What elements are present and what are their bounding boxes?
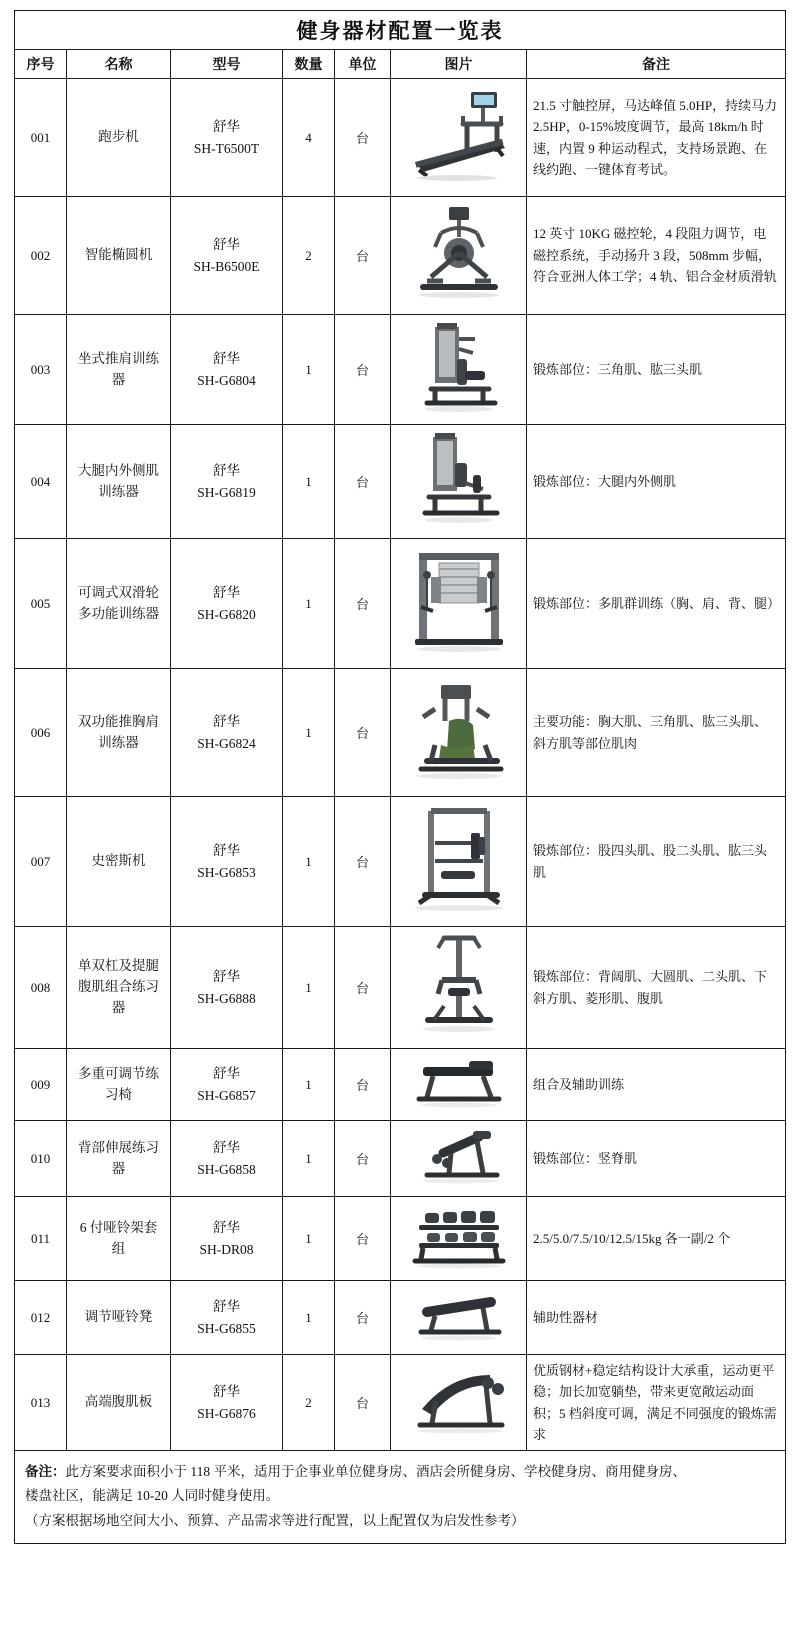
header-note: 备注 — [527, 50, 786, 79]
row-image-cell — [391, 79, 527, 197]
smith-machine-photo — [401, 803, 517, 915]
dumbbell-bench-photo — [403, 1286, 515, 1344]
row-note: 锻炼部位：背阔肌、大圆肌、二头肌、下斜方肌、菱形肌、腹肌 — [527, 927, 786, 1049]
table-row — [15, 1355, 786, 1451]
row-unit: 台 — [335, 1121, 391, 1197]
table-row — [15, 797, 786, 927]
header-unit: 单位 — [335, 50, 391, 79]
table-row — [15, 1121, 786, 1197]
row-image-cell — [391, 1121, 527, 1197]
row-name: 双功能推胸肩训练器 — [67, 669, 171, 797]
row-image-cell — [391, 539, 527, 669]
table-row — [15, 1281, 786, 1355]
row-image-cell — [391, 315, 527, 425]
equipment-table — [14, 10, 786, 1451]
row-model-code: SH-T6500T — [193, 140, 260, 156]
row-note: 2.5/5.0/7.5/10/12.5/15kg 各一副/2 个 — [527, 1197, 786, 1281]
row-unit: 台 — [335, 315, 391, 425]
row-name: 背部伸展练习器 — [67, 1121, 171, 1197]
row-no: 012 — [15, 1281, 67, 1355]
row-note: 主要功能：胸大肌、三角肌、肱三头肌、斜方肌等部位肌肉 — [527, 669, 786, 797]
row-brand: 舒华 — [213, 968, 240, 984]
cable-crossover-photo — [401, 545, 517, 657]
row-qty: 1 — [283, 539, 335, 669]
row-no: 008 — [15, 927, 67, 1049]
footer-line2: 楼盘社区，能满足 10-20 人同时健身使用。 — [25, 1487, 280, 1503]
row-brand: 舒华 — [213, 462, 240, 478]
row-unit: 台 — [335, 425, 391, 539]
row-name: 调节哑铃凳 — [67, 1281, 171, 1355]
row-model-code: SH-G6853 — [197, 864, 256, 880]
row-no: 002 — [15, 197, 67, 315]
row-name: 6 付哑铃架套组 — [67, 1197, 171, 1281]
row-brand: 舒华 — [213, 1065, 240, 1081]
row-brand: 舒华 — [213, 118, 240, 134]
row-qty: 1 — [283, 1049, 335, 1121]
row-qty: 1 — [283, 1121, 335, 1197]
row-note: 锻炼部位：三角肌、肱三头肌 — [527, 315, 786, 425]
row-model-code: SH-G6888 — [197, 990, 256, 1006]
row-model — [171, 797, 283, 927]
row-qty: 4 — [283, 79, 335, 197]
row-name: 智能椭圆机 — [67, 197, 171, 315]
row-unit: 台 — [335, 1281, 391, 1355]
row-model — [171, 79, 283, 197]
row-brand: 舒华 — [213, 236, 240, 252]
row-model — [171, 1121, 283, 1197]
row-qty: 2 — [283, 197, 335, 315]
table-row — [15, 669, 786, 797]
row-model — [171, 1281, 283, 1355]
row-note: 12 英寸 10KG 磁控轮，4 段阻力调节，电磁控系统，手动扬升 3 段，508mm 步幅，符合亚洲人体工学；4 轨、铝合金材质滑轨 — [527, 197, 786, 315]
row-brand: 舒华 — [213, 1219, 240, 1235]
row-brand: 舒华 — [213, 350, 240, 366]
row-no: 011 — [15, 1197, 67, 1281]
row-image-cell — [391, 1049, 527, 1121]
row-name: 大腿内外侧肌训练器 — [67, 425, 171, 539]
row-no: 004 — [15, 425, 67, 539]
row-brand: 舒华 — [213, 713, 240, 729]
row-model — [171, 539, 283, 669]
row-qty: 2 — [283, 1355, 335, 1451]
row-qty: 1 — [283, 669, 335, 797]
table-row — [15, 197, 786, 315]
footer-label: 备注： — [25, 1464, 66, 1479]
row-unit: 台 — [335, 1049, 391, 1121]
row-model-code: SH-G6876 — [197, 1405, 256, 1421]
row-qty: 1 — [283, 1197, 335, 1281]
row-name: 跑步机 — [67, 79, 171, 197]
header-no: 序号 — [15, 50, 67, 79]
row-model — [171, 425, 283, 539]
row-model-code: SH-G6824 — [197, 735, 256, 751]
footer-line1: 此方案要求面积小于 118 平米，适用于企事业单位健身房、酒店会所健身房、学校健身房、商用健身房、 — [65, 1464, 686, 1479]
row-name: 单双杠及提腿腹肌组合练习器 — [67, 927, 171, 1049]
footer-note — [14, 1451, 786, 1544]
title-row — [15, 11, 786, 50]
dumbbell-rack-photo — [401, 1201, 517, 1271]
table-row — [15, 425, 786, 539]
row-note: 锻炼部位：大腿内外侧肌 — [527, 425, 786, 539]
row-model — [171, 315, 283, 425]
row-unit: 台 — [335, 79, 391, 197]
row-unit: 台 — [335, 797, 391, 927]
row-no: 013 — [15, 1355, 67, 1451]
row-note: 锻炼部位：股四头肌、股二头肌、肱三头肌 — [527, 797, 786, 927]
row-name: 坐式推肩训练器 — [67, 315, 171, 425]
row-note: 组合及辅助训练 — [527, 1049, 786, 1121]
row-brand: 舒华 — [213, 1298, 240, 1314]
row-note: 21.5 寸触控屏，马达峰值 5.0HP，持续马力 2.5HP，0-15%坡度调节，最高 18km/h 时速，内置 9 种运动程式，支持场景跑、在线约跑、一键体育考试。 — [527, 79, 786, 197]
shoulder-press-photo — [409, 319, 509, 415]
elliptical-photo — [397, 203, 521, 303]
header-name: 名称 — [67, 50, 171, 79]
row-qty: 1 — [283, 927, 335, 1049]
row-brand: 舒华 — [213, 1139, 240, 1155]
row-model — [171, 927, 283, 1049]
table-row — [15, 1049, 786, 1121]
row-model-code: SH-G6857 — [197, 1087, 256, 1103]
row-image-cell — [391, 1355, 527, 1451]
row-model-code: SH-G6855 — [197, 1320, 256, 1336]
row-model — [171, 1197, 283, 1281]
table-row — [15, 927, 786, 1049]
row-image-cell — [391, 197, 527, 315]
row-brand: 舒华 — [213, 584, 240, 600]
row-image-cell — [391, 669, 527, 797]
thigh-adductor-photo — [409, 431, 509, 527]
row-unit: 台 — [335, 1197, 391, 1281]
row-unit: 台 — [335, 669, 391, 797]
row-no: 007 — [15, 797, 67, 927]
row-no: 001 — [15, 79, 67, 197]
power-tower-photo — [404, 932, 514, 1038]
row-model-code: SH-G6804 — [197, 372, 256, 388]
row-model-code: SH-G6820 — [197, 606, 256, 622]
column-header-row — [15, 50, 786, 79]
row-no: 003 — [15, 315, 67, 425]
table-body — [15, 79, 786, 1451]
row-image-cell — [391, 797, 527, 927]
row-model-code: SH-G6858 — [197, 1161, 256, 1177]
header-image: 图片 — [391, 50, 527, 79]
row-name: 史密斯机 — [67, 797, 171, 927]
row-unit: 台 — [335, 197, 391, 315]
row-image-cell — [391, 1281, 527, 1355]
row-image-cell — [391, 425, 527, 539]
row-model — [171, 1049, 283, 1121]
row-brand: 舒华 — [213, 1383, 240, 1399]
table-row — [15, 539, 786, 669]
row-model — [171, 669, 283, 797]
row-note: 锻炼部位：竖脊肌 — [527, 1121, 786, 1197]
adjustable-bench-photo — [403, 1053, 515, 1111]
row-unit: 台 — [335, 927, 391, 1049]
header-model: 型号 — [171, 50, 283, 79]
header-qty: 数量 — [283, 50, 335, 79]
row-no: 006 — [15, 669, 67, 797]
page-title: 健身器材配置一览表 — [15, 11, 786, 50]
row-name: 高端腹肌板 — [67, 1355, 171, 1451]
row-note: 辅助性器材 — [527, 1281, 786, 1355]
row-image-cell — [391, 927, 527, 1049]
row-brand: 舒华 — [213, 842, 240, 858]
table-row — [15, 79, 786, 197]
table-header — [15, 11, 786, 79]
row-qty: 1 — [283, 797, 335, 927]
treadmill-photo — [397, 86, 521, 184]
row-no: 009 — [15, 1049, 67, 1121]
row-qty: 1 — [283, 315, 335, 425]
row-model-code: SH-B6500E — [193, 258, 260, 274]
row-model-code: SH-DR08 — [199, 1241, 254, 1257]
chest-shoulder-press-photo — [401, 675, 517, 785]
row-no: 005 — [15, 539, 67, 669]
row-unit: 台 — [335, 1355, 391, 1451]
row-qty: 1 — [283, 1281, 335, 1355]
row-unit: 台 — [335, 539, 391, 669]
footer-line3: （方案根据场地空间大小、预算、产品需求等进行配置，以上配置仅为启发性参考） — [25, 1513, 525, 1529]
row-no: 010 — [15, 1121, 67, 1197]
row-name: 可调式双滑轮多功能训练器 — [67, 539, 171, 669]
row-model — [171, 197, 283, 315]
row-model-code: SH-G6819 — [197, 484, 256, 500]
table-row — [15, 315, 786, 425]
row-image-cell — [391, 1197, 527, 1281]
row-name: 多重可调节练习椅 — [67, 1049, 171, 1121]
row-note: 锻炼部位：多肌群训练（胸、肩、背、腿） — [527, 539, 786, 669]
ab-board-photo — [402, 1361, 516, 1439]
row-qty: 1 — [283, 425, 335, 539]
row-model — [171, 1355, 283, 1451]
back-extension-photo — [403, 1125, 515, 1187]
table-row — [15, 1197, 786, 1281]
row-note: 优质钢材+稳定结构设计大承重，运动更平稳；加长加宽躺垫，带来更宽敞运动面积；5 档斜度可调，满足不同强度的锻炼需求 — [527, 1355, 786, 1451]
